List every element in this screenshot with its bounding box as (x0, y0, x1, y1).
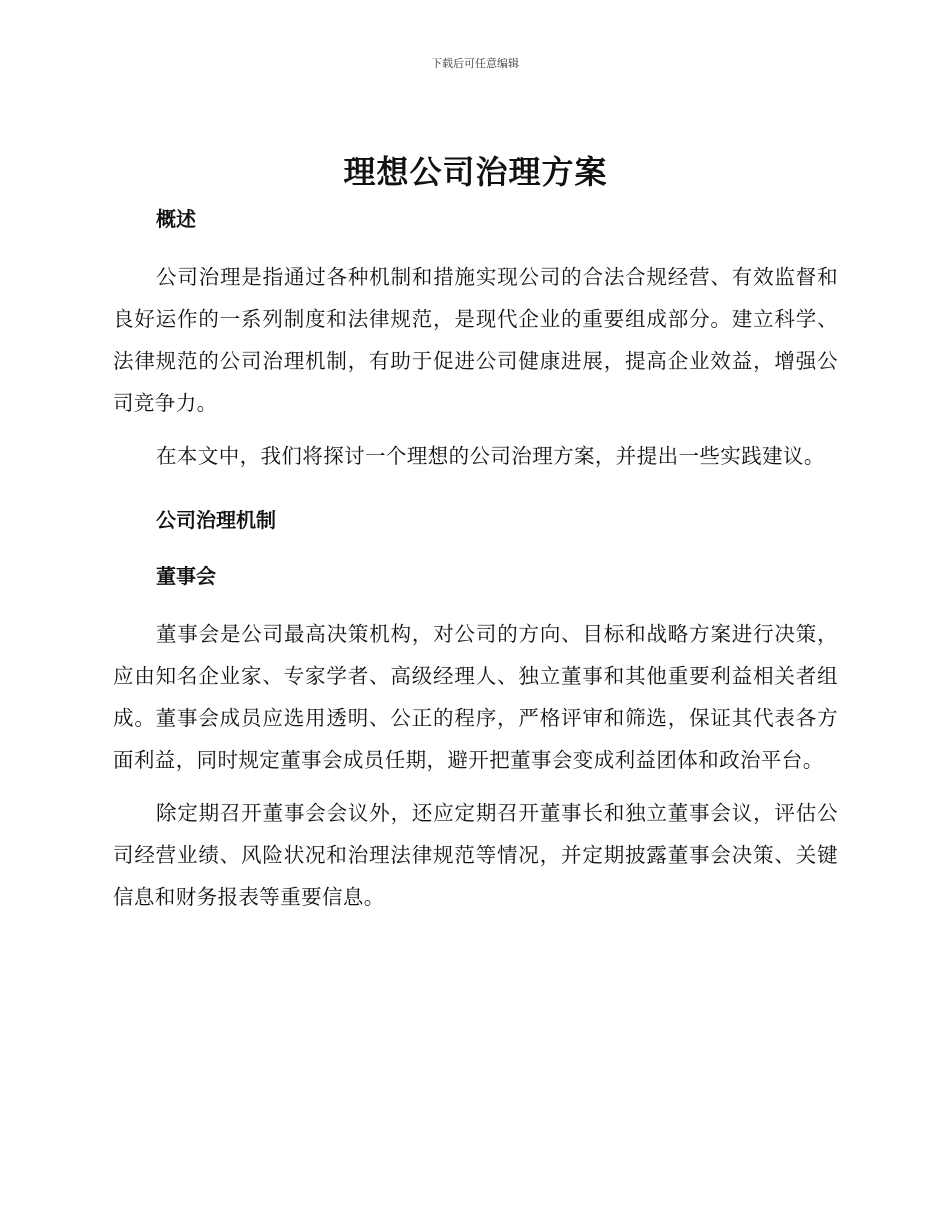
section-heading-board: 董事会 (156, 564, 216, 588)
document-title: 理想公司治理方案 (343, 153, 608, 191)
section-heading-overview: 概述 (156, 207, 196, 231)
document-body (113, 148, 838, 918)
page-header-note: 下载后可任意编辑 (431, 57, 519, 70)
paragraph-board-2: 除定期召开董事会会议外，还应定期召开董事长和独立董事会议，评估公司经营业绩、风险状况和治理法律规范等情况，并定期披露董事会决策、关键信息和财务报表等重要信息。 (113, 801, 838, 909)
paragraph-overview-2: 在本文中，我们将探讨一个理想的公司治理方案，并提出一些实践建议。 (156, 444, 825, 468)
section-heading-governance-mechanism: 公司治理机制 (156, 508, 276, 532)
paragraph-overview-1: 公司治理是指通过各种机制和措施实现公司的合法合规经营、有效监督和良好运作的一系列制度和法律规范，是现代企业的重要组成部分。建立科学、法律规范的公司治理机制，有助于促进公司健康进展，提高企业效益，增强公司竞争力。 (113, 265, 838, 415)
paragraph-board-1: 董事会是公司最高决策机构，对公司的方向、目标和战略方案进行决策，应由知名企业家、专家学者、高级经理人、独立董事和其他重要利益相关者组成。董事会成员应选用透明、公正的程序，严格评审和筛选，保证其代表各方面利益，同时规定董事会成员任期，避开把董事会变成利益团体和政治平台。 (113, 622, 838, 772)
